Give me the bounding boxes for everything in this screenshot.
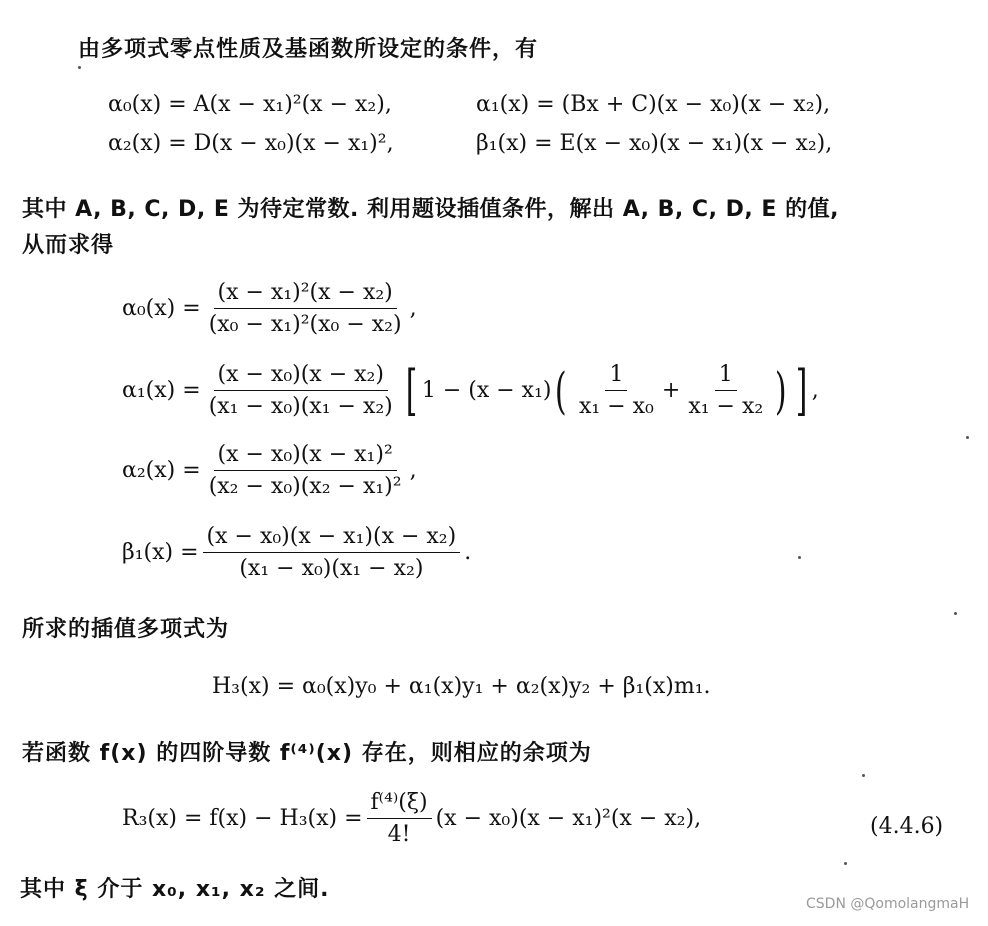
closing-line: 其中 ξ 介于 x₀, x₁, x₂ 之间. [20, 877, 330, 902]
solved-alpha1-fraction [205, 362, 397, 419]
alpha1-form-lhs: α₁(x) = [476, 92, 562, 117]
fraction-denominator: (x₁ − x₀)(x₁ − x₂) [239, 556, 424, 581]
constants-line-2: 从而求得 [22, 233, 115, 258]
fraction-denominator: x₁ − x₀ [579, 394, 654, 419]
beta1-form-lhs: β₁(x) = [476, 131, 560, 156]
fraction-denominator: (x₂ − x₀)(x₂ − x₁)² [208, 474, 402, 499]
trailing-punct: , [409, 458, 417, 483]
alpha0-form-rhs: A(x − x₁)²(x − x₂), [193, 92, 392, 117]
solved-beta1 [122, 524, 471, 581]
trailing-punct: , [811, 378, 819, 403]
watermark: CSDN @QomolangmaH [806, 896, 970, 912]
remainder-rhs: (x − x₀)(x − x₁)²(x − x₂), [435, 806, 702, 831]
alpha2-form-rhs: D(x − x₀)(x − x₁)², [193, 131, 394, 156]
constants-line-1: 其中 A, B, C, D, E 为待定常数. 利用题设插值条件，解出 A, B, C, D, E 的值, [22, 197, 839, 222]
left-bracket: [ [405, 358, 418, 422]
fraction-numerator: 1 [715, 362, 737, 391]
trailing-punct: , [409, 296, 417, 321]
solved-alpha1-lhs: α₁(x) = [122, 378, 201, 403]
trailing-punct: . [464, 540, 472, 565]
inner-fraction-2 [684, 362, 767, 419]
alpha1-form [476, 92, 830, 117]
solved-alpha2-fraction [205, 442, 406, 499]
alpha2-form-lhs: α₂(x) = [108, 131, 194, 156]
beta1-form-rhs: E(x − x₀)(x − x₁)(x − x₂), [559, 131, 833, 156]
scan-speck [954, 612, 957, 615]
scan-speck [798, 556, 801, 559]
solved-beta1-fraction [203, 524, 461, 581]
left-paren: ( [555, 361, 568, 420]
solved-alpha2-lhs: α₂(x) = [122, 458, 201, 483]
alpha0-form-lhs: α₀(x) = [108, 92, 194, 117]
remainder-fraction [367, 790, 432, 847]
bracket-inner: 1 − (x − x₁) [421, 378, 552, 403]
scan-speck [966, 436, 969, 439]
alpha2-form [108, 131, 394, 156]
solved-alpha1 [122, 358, 819, 422]
fraction-denominator: (x₁ − x₀)(x₁ − x₂) [208, 394, 393, 419]
beta1-form [476, 131, 832, 156]
plus-sign: + [661, 378, 681, 403]
solved-alpha0 [122, 280, 417, 337]
scan-speck [78, 66, 81, 69]
solved-beta1-lhs: β₁(x) = [122, 540, 199, 565]
solved-alpha2 [122, 442, 417, 499]
intro-line: 由多项式零点性质及基函数所设定的条件，有 [78, 37, 539, 62]
fraction-numerator: (x − x₀)(x − x₁)(x − x₂) [203, 524, 461, 553]
alpha0-form [108, 92, 392, 117]
poly-intro: 所求的插值多项式为 [22, 617, 230, 642]
fraction-numerator: 1 [605, 362, 627, 391]
fraction-numerator: f⁽⁴⁾(ξ) [367, 790, 432, 819]
remainder-lhs: R₃(x) = f(x) − H₃(x) = [122, 806, 363, 831]
inner-fraction-1 [575, 362, 658, 419]
scan-speck [844, 862, 847, 865]
right-bracket: ] [795, 358, 808, 422]
remainder-intro: 若函数 f(x) 的四阶导数 f⁽⁴⁾(x) 存在，则相应的余项为 [22, 741, 592, 766]
remainder-formula [122, 790, 701, 847]
fraction-numerator: (x − x₀)(x − x₂) [214, 362, 388, 391]
alpha1-form-rhs: (Bx + C)(x − x₀)(x − x₂), [561, 92, 831, 117]
scan-speck [862, 774, 865, 777]
fraction-numerator: (x − x₁)²(x − x₂) [214, 280, 397, 309]
poly-formula: H₃(x) = α₀(x)y₀ + α₁(x)y₁ + α₂(x)y₂ + β₁(x)m₁. [212, 674, 711, 699]
right-paren: ) [775, 361, 787, 420]
fraction-denominator: x₁ − x₂ [688, 394, 764, 419]
equation-number: (4.4.6) [870, 814, 944, 839]
solved-alpha0-lhs: α₀(x) = [122, 296, 201, 321]
fraction-denominator: 4! [387, 822, 411, 847]
fraction-denominator: (x₀ − x₁)²(x₀ − x₂) [208, 312, 402, 337]
fraction-numerator: (x − x₀)(x − x₁)² [214, 442, 397, 471]
solved-alpha0-fraction [205, 280, 406, 337]
